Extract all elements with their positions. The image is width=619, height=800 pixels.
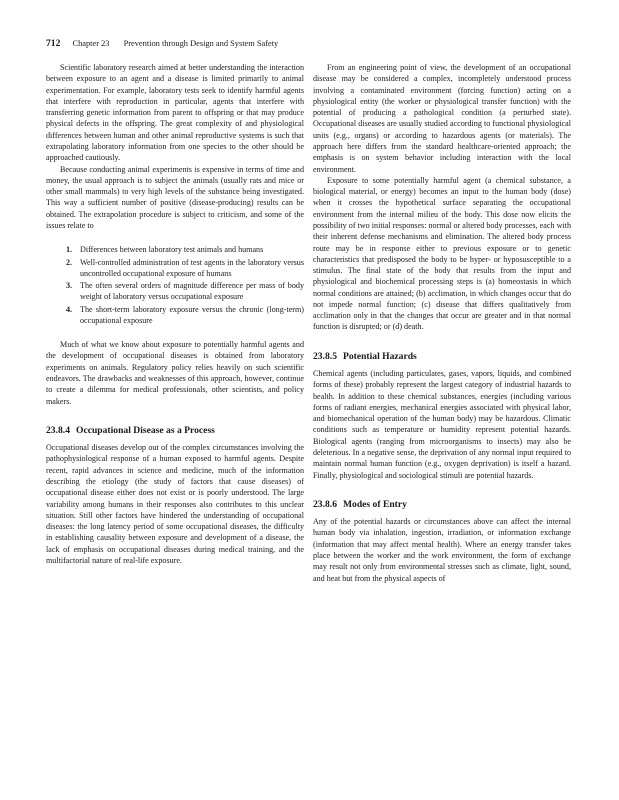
list-number: 1. [66,245,73,255]
running-header [46,38,566,50]
left-column [46,62,304,772]
paragraph: Occupational diseases develop out of the complex circumstances involving the pathophysiological response of a human exposed to harmful agents. Despite recent, rapid advances in science and medicine, much of the information describing the etiology (the study of factors that cause diseases) of occupational disease either does not exist or is poorly understood. The large variability among humans in their responses also contributes to this unclear situation. Still other factors have hindered the understanding of occupational diseases: the long latency period of some occupational diseases, the difficulty in establishing causality between exposure and development of a disease, the lack of emphasis on occupational diseases during medical training, and the multifactorial nature of real-life exposure. [46,443,304,565]
list-text: Well-controlled administration of test agents in the laboratory versus uncontrolled occupational exposure of humans [80,257,304,278]
section-number: 23.8.6 [313,498,337,510]
right-column [313,62,571,772]
paragraph: Much of what we know about exposure to potentially harmful agents and the development of occupational diseases is obtained from laboratory experiments on animals. Regulatory policy relies heavily on such scientific endeavors. The drawbacks and weaknesses of this approach, however, continue to create a dilemma for medical professionals, other scientists, and policy makers. [46,340,304,406]
list-item [46,304,304,327]
list-text: The short-term laboratory exposure versus the chronic (long-term) occupational exposure [80,304,304,325]
section-number: 23.8.5 [313,350,337,362]
list-item [46,257,304,280]
issues-list [46,244,304,326]
section-title: Modes of Entry [342,498,407,510]
list-text: Differences between laboratory test animals and humans [80,245,264,255]
page-number: 712 [46,38,61,49]
paragraph: Chemical agents (including particulates, gases, vapors, liquids, and combined forms of these) probably represent the largest category of industrial hazards to health. In addition to these chemical substances, energies (including various forms of radiant energies, mechanical energies associated with physical labor, and biomechanical operation of the human body) may be hazardous. Climatic conditions such as temperature or humidity represent potential hazards. Biological agents (ranging from microorganisms to insects) may also be deleterious. In a negative sense, the deprivation of any normal input required to maintain normal human function (e.g., oxygen deprivation) is itself a hazard. Finally, physiological and sociological stimuli are potential hazards. [313,369,571,480]
chapter-label: Chapter 23 [72,39,110,48]
paragraph: Exposure to some potentially harmful agent (a chemical substance, a biological material, or energy) becomes an input to the human body (dose) when it crosses the hypothetical surface separating the occupational environment from the internal milieu of the body. This dose now elicits the possibility of two initial responses: normal or altered body processes, each with their inherent defense mechanisms and elimination. The altered body process route may be in response either to previous exposure or to genetic characteristics that predisposed the body to be hyper- or hyposusceptible to a stimulus. The final state of the body that results from the input and physiological and biochemical processing steps is (a) homeostasis in which normal conditions are attained; (b) acclimation, in which changes occur that do not impede normal function; (c) disease that differs qualitatively from acclimation only in that the changes that occur are greater and in that normal function is disrupted; or (d) death. [313,175,571,332]
paragraph: Because conducting animal experiments is expensive in terms of time and money, the usual approach is to subject the animals (usually rats and mice or other small mammals) to very high levels of the substance being investigated. This way a sufficient number of positive (disease-producing) results can be obtained. The extrapolation procedure is subject to criticism, and some of the issues relate to [46,164,304,230]
list-number: 3. [66,281,73,291]
paragraph: From an engineering point of view, the development of an occupational disease may be considered a complex, incompletely understood process involving a contaminated environment (forcing function) acting on a physiological entity (the worker or physiological transfer function) with the potential of producing a pathological condition (a perturbed state). Occupational diseases are usually studied according to functional physiological units (e.g., organs) or according to hazardous agents (or materials). The approach here differs from the standard healthcare-oriented approach; the emphasis is on system behavior including interaction with the local environment. [313,63,571,174]
list-text: The often several orders of magnitude difference per mass of body weight of laboratory versus occupational exposure [80,281,304,302]
list-number: 2. [66,257,73,267]
section-heading [313,499,571,510]
list-item [46,280,304,303]
paragraph: Scientific laboratory research aimed at better understanding the interaction between exposure to an agent and a disease is limited primarily to animal experimentation. For example, laboratory tests seek to identify harmful agents that interfere with reproduction in particular, agents that interfere with transferring genetic information from parent to offspring or that may produce physical defects in the offspring. The great complexity of and physiological differences between human and other animal reproductive systems is such that extrapolating laboratory information from one species to the other should be approached cautiously. [46,63,304,163]
section-heading [46,425,304,436]
chapter-title: Prevention through Design and System Safety [123,39,279,48]
section-number: 23.8.4 [46,424,70,436]
section-heading [313,351,571,362]
paragraph: Any of the potential hazards or circumstances above can affect the internal human body via inhalation, ingestion, irradiation, or information exchange (information that may affect mental health). Where an energy transfer takes place between the worker and the work environment, the form of exchange may result not only from environmental stresses such as climate, light, sound, and heat but from the physical aspects of [313,517,571,583]
list-number: 4. [66,304,73,314]
list-item [46,244,304,255]
section-title: Potential Hazards [342,350,417,362]
section-title: Occupational Disease as a Process [75,424,215,436]
